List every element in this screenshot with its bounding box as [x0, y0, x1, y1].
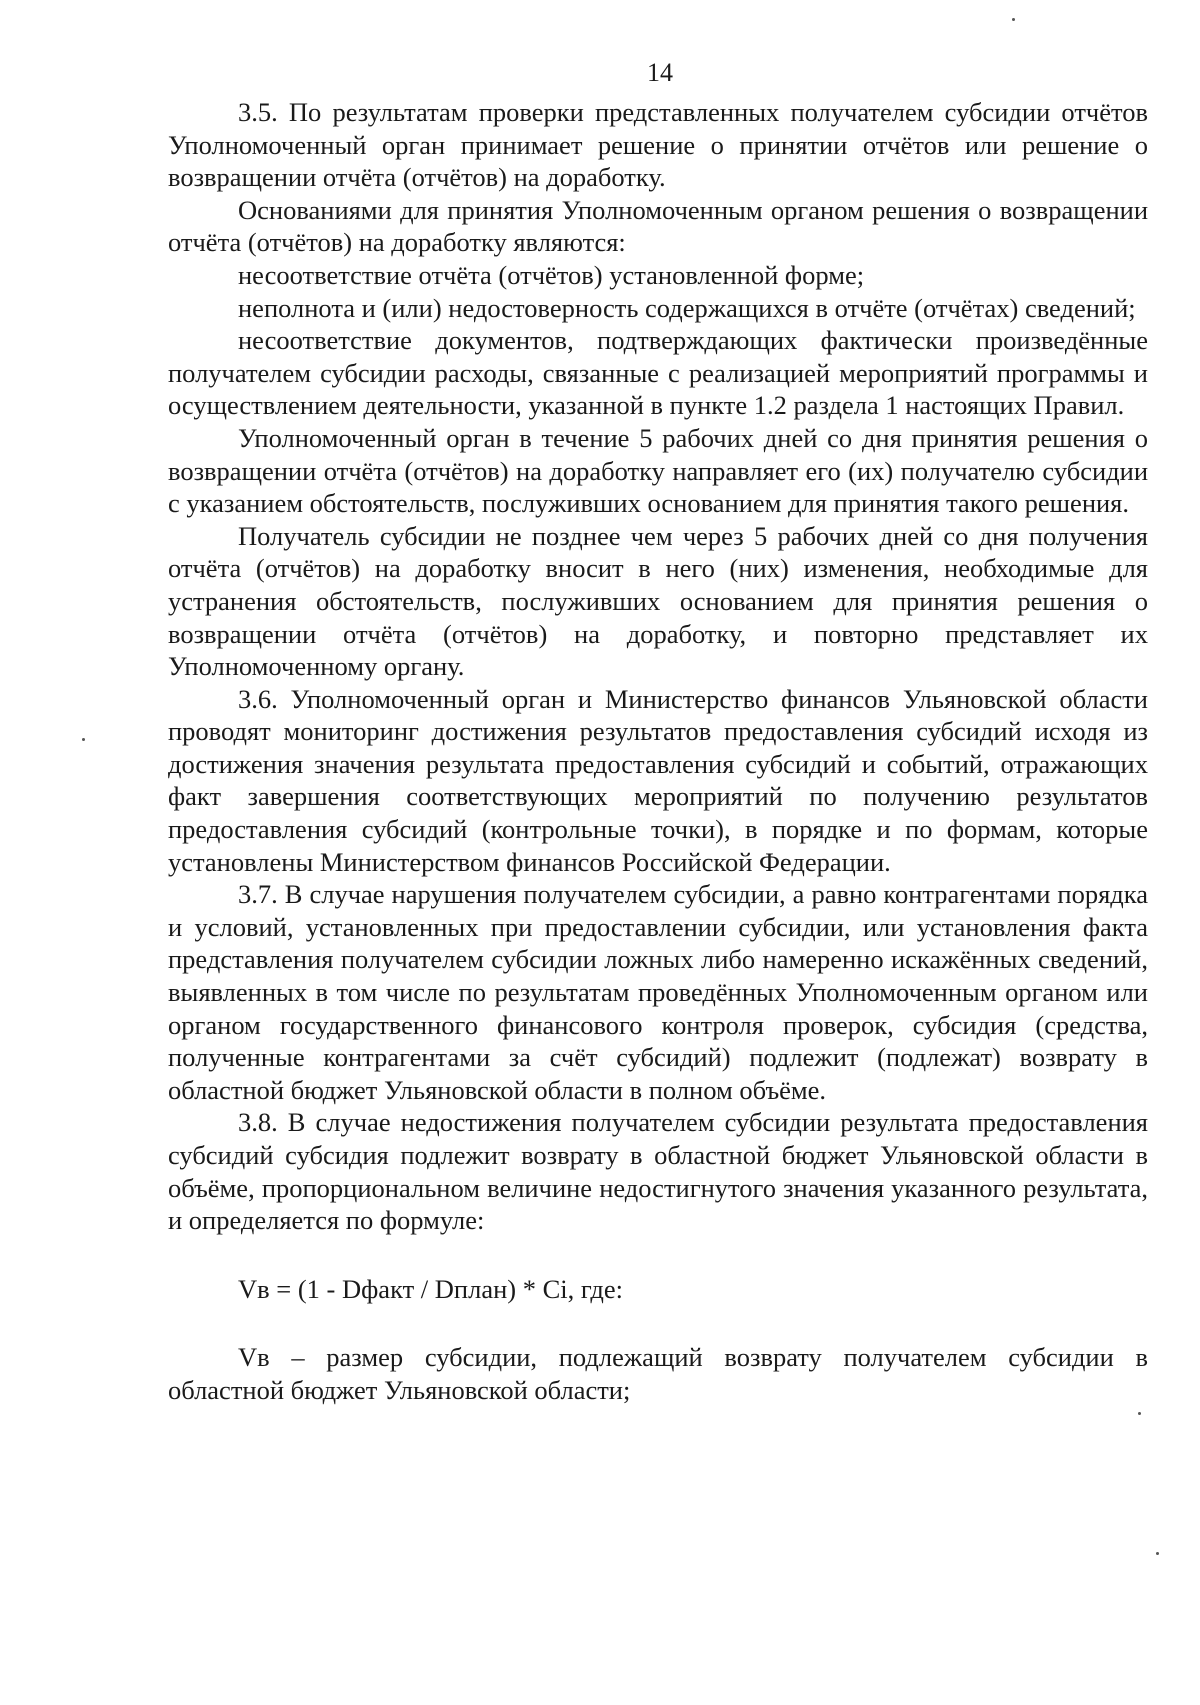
scan-speck: [82, 738, 85, 741]
paragraph-return-notice: Уполномоченный орган в течение 5 рабочих дней со дня принятия решения о возвращении отчёта (отчётов) на доработку направляет его (их) получателю субсидии с указанием обстоятельств, послуживших основанием для принятия такого решения.: [168, 422, 1148, 519]
paragraph-definition-vv: Vв – размер субсидии, подлежащий возврату получателем субсидии в областной бюджет Ульяновской области;: [168, 1342, 1148, 1405]
paragraph-3-7: 3.7. В случае нарушения получателем субсидии, а равно контрагентами порядка и условий, установленных при предоставлении субсидии, или установления факта представления получателем субсидии ложных либо намеренно искажённых сведений, выявленных в том числе по результатам проведённых Уполномоченным органом или органом государственного финансового контроля проверок, субсидия (средства, полученные контрагентами за счёт субсидий) подлежит (подлежат) возврату в областной бюджет Ульяновской области в полном объёме.: [168, 879, 1148, 1105]
paragraph-grounds-intro: Основаниями для принятия Уполномоченным органом решения о возвращении отчёта (отчётов) на доработку являются:: [168, 194, 1148, 258]
paragraph-ground-1: несоответствие отчёта (отчётов) установленной форме;: [238, 259, 865, 290]
scan-speck: [1138, 1412, 1141, 1415]
paragraph-3-5: 3.5. По результатам проверки представленных получателем субсидии отчётов Уполномоченный орган принимает решение о принятии отчётов или решение о возвращении отчёта (отчётов) на доработку.: [168, 97, 1148, 193]
paragraph-3-6: 3.6. Уполномоченный орган и Министерство финансов Ульяновской области проводят мониторинг достижения результатов предоставления субсидий исходя из достижения значения результата предоставления субсидий и событий, отражающих факт завершения соответствующих мероприятий по получению результатов предоставления субсидий (контрольные точки), в порядке и по формам, которые установлены Министерством финансов Российской Федерации.: [168, 683, 1148, 877]
scan-speck: [1156, 1552, 1159, 1555]
paragraph-ground-3: несоответствие документов, подтверждающих фактически произведённые получателем субсидии расходы, связанные с реализацией мероприятий программы и осуществлением деятельности, указанной в пункте 1.2 раздела 1 настоящих Правил.: [168, 325, 1148, 421]
document-body: [168, 96, 1148, 1407]
paragraph-ground-2: неполнота и (или) недостоверность содержащихся в отчёте (отчётах) сведений;: [238, 292, 1136, 323]
page-number: 14: [647, 58, 673, 87]
scan-speck: [1012, 18, 1015, 21]
formula: Vв = (1 - Dфакт / Dплан) * Ci, где:: [238, 1273, 624, 1304]
paragraph-3-8: 3.8. В случае недостижения получателем субсидии результата предоставления субсидий субсидия подлежит возврату в областной бюджет Ульяновской области в объёме, пропорциональном величине недостигнутого значения указанного результата, и определяется по формуле:: [168, 1107, 1148, 1236]
paragraph-resubmission: Получатель субсидии не позднее чем через 5 рабочих дней со дня получения отчёта (отчётов) на доработку вносит в него (них) изменения, необходимые для устранения обстоятельств, послуживших основанием для принятия решения о возвращении отчёта (отчётов) на доработку, и повторно представляет их Уполномоченному органу.: [168, 520, 1148, 682]
